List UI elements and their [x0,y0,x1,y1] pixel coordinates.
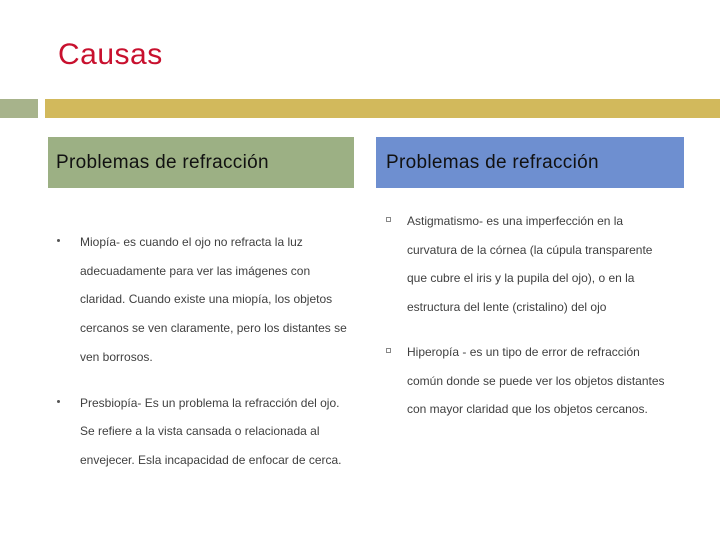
bullet-square-icon [386,217,391,222]
text-line: que cubre el iris y la pupila del ojo), o en la [407,271,635,285]
text-line: Miopía- es cuando el ojo no refracta la luz [80,235,303,249]
slide-title: Causas [58,38,163,71]
left-column-body [55,228,355,475]
text-line: Astigmatismo- es una imperfección en la [407,214,624,228]
list-item-miopia [55,228,355,372]
right-column-header: Problemas de refracción [376,137,684,188]
text-line: curvatura de la córnea (la cúpula transparente [407,242,653,257]
bullet-dot-icon [57,239,60,242]
text-line: común donde se puede ver los objetos distantes [407,373,665,388]
bullet-square-icon [386,348,391,353]
bullet-dot-icon [57,400,60,403]
text-line: adecuadamente para ver las imágenes con [80,263,311,278]
list-item-presbiopia [55,389,355,475]
text-line: envejecer. Esla incapacidad de enfocar de cerca. [80,452,342,467]
text-line: claridad. Cuando existe una miopía, los objetos [80,292,333,307]
text-line: con mayor claridad que los objetos cercanos. [407,402,648,416]
decorative-bar-right [45,99,720,118]
list-item-astigmatismo [382,207,682,321]
right-column-body [382,207,682,424]
list-item-hiperopia [382,338,682,424]
text-line: Se refiere a la vista cansada o relacionada al [80,424,320,439]
text-line: cercanos se ven claramente, pero los distantes se [80,321,347,336]
decorative-bar-left [0,99,38,118]
text-line: Hiperopía - es un tipo de error de refracción [407,345,640,359]
text-line: estructura del lente (cristalino) del ojo [407,299,607,314]
left-column-header: Problemas de refracción [48,137,354,188]
text-line: ven borrosos. [80,349,153,364]
text-line: Presbiopía- Es un problema la refracción del ojo. [80,395,340,410]
